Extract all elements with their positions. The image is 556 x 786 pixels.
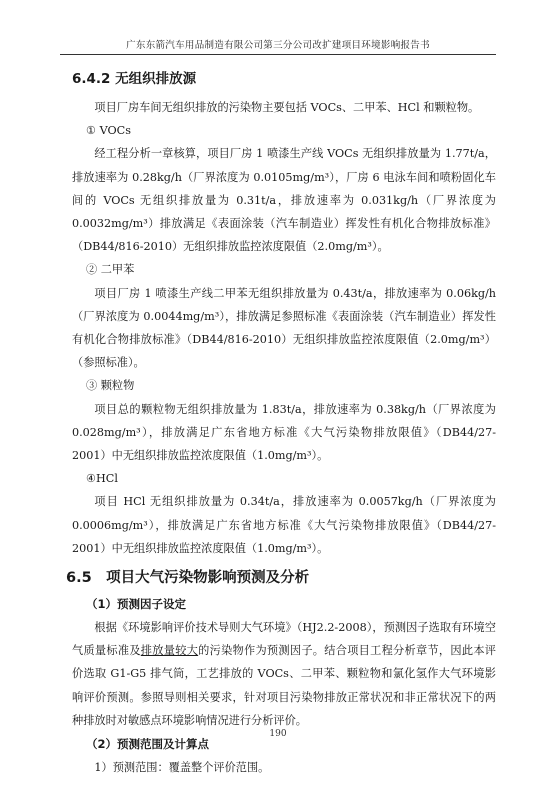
section-heading-6-4-2: 6.4.2 无组织排放源: [72, 71, 197, 87]
section-heading-6-5: 6.5 项目大气污染物影响预测及分析: [66, 570, 310, 587]
xylene-label: ② 二甲苯: [86, 263, 135, 277]
subsection-1-text-before: 根据《环境影响评价技术导则大气环境》（HJ2.2-2008），预测因子选取有环境空气质量标准及: [72, 621, 496, 658]
page-content: [66, 62, 496, 779]
xylene-paragraph: 项目厂房 1 喷漆生产线二甲苯无组织排放量为 0.43t/a，排放速率为 0.06kg/h（厂界浓度为 0.0044mg/m³），排放满足参照标准《表面涂装（汽车制造业）挥发性有机化合物排放标准》（DB44/816-2010）无组织排放监控浓度限值（2.0mg/m³）（参照标准）。: [72, 286, 496, 370]
section-intro: 项目厂房车间无组织排放的污染物主要包括 VOCs、二甲苯、HCl 和颗粒物。: [94, 101, 480, 114]
header-rule: [60, 54, 496, 55]
hcl-label: ④HCl: [86, 472, 118, 486]
particulate-paragraph: 项目总的颗粒物无组织排放量为 1.83t/a，排放速率为 0.38kg/h（厂界浓度为 0.028mg/m³），排放满足广东省地方标准《大气污染物排放限值》（DB44/27-2001）中无组织排放监控浓度限值（1.0mg/m³）。: [72, 402, 496, 463]
page-number: 190: [269, 729, 287, 739]
hcl-paragraph: 项目 HCl 无组织排放量为 0.34t/a，排放速率为 0.0057kg/h（厂界浓度为 0.0006mg/m³），排放满足广东省地方标准《大气污染物排放限值》（DB44/27-2001）中无组织排放监控浓度限值（1.0mg/m³）。: [72, 495, 496, 555]
particulate-label: ③ 颗粒物: [86, 379, 135, 393]
subsection-2-paragraph: 1）预测范围：覆盖整个评价范围。: [94, 761, 270, 775]
subsection-1-paragraph: [72, 616, 496, 732]
subsection-heading-2: （2）预测范围及计算点: [86, 737, 210, 752]
subsection-1-text-after: 的污染物作为预测因子。结合项目工程分析章节，因此本评价选取 G1-G5 排气筒，工艺排放的 VOCs、二甲苯、颗粒物和氯化氢作大气环境影响评价预测。参照导则相关要求，针对项目污染物排放正常状况和非正常状况下的两种排放时对敏感点环境影响情况进行分析评价。: [72, 644, 496, 727]
subsection-heading-1: （1）预测因子设定: [86, 597, 187, 612]
subsection-1-underlined-text: 排放量较大: [140, 644, 199, 658]
vocs-paragraph: 经工程分析一章核算，项目厂房 1 喷漆生产线 VOCs 无组织排放量为 1.77t/a，排放速率为 0.28kg/h（厂界浓度为 0.0105mg/m³），厂房 6 电泳车间和喷粉固化车间的 VOCs 无组织排放量为 0.31t/a，排放速率为 0.031kg/h（厂界浓度为 0.0032mg/m³）排放满足《表面涂装（汽车制造业）挥发性有机化合物排放标准》（DB44/816-2010）无组织排放监控浓度限值（2.0mg/m³）。: [72, 147, 496, 254]
page-header: 广东东箭汽车用品制造有限公司第三分公司改扩建项目环境影响报告书: [126, 40, 430, 51]
vocs-label: ① VOCs: [86, 124, 131, 138]
